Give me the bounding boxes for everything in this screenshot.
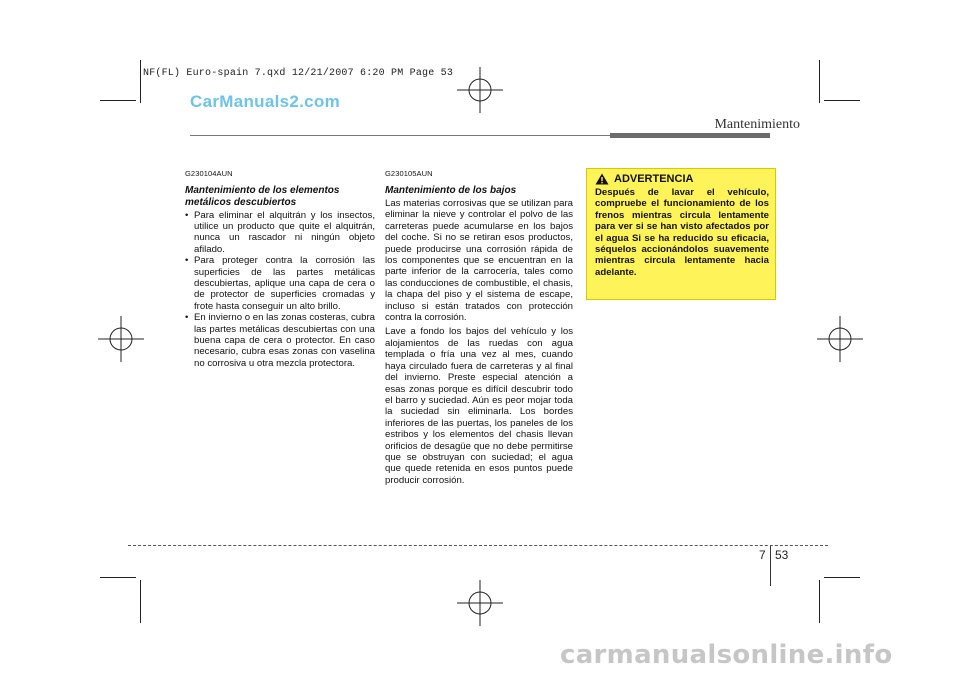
warning-text: Después de lavar el vehículo, compruebe el funcionamiento de los frenos mientras circula lentamente para ver si se han visto afectados por el agua Si se ha reducido su eficacia, séquelos accionándolos suavemente mientras circula lentamente hacia adelante. <box>595 187 769 278</box>
crop-mark <box>140 580 141 623</box>
crop-mark <box>100 577 136 578</box>
crop-mark <box>824 577 860 578</box>
middle-column <box>385 168 573 489</box>
paragraph: Las materias corrosivas que se utilizan para eliminar la nieve y controlar el polvo de las carreteras puede acumularse en los bajos del coche. Si no se retiran esos productos, puede producirse una corrosión rápida de los componentes que se encuentran en la parte inferior de la carrocería, tales como las conducciones de combustible, el chasis, la chapa del piso y el sistema de escape, incluso si están tratados con protección contra la corrosión. <box>385 198 573 324</box>
bullet-list <box>185 210 375 370</box>
header-rule-accent <box>610 133 770 138</box>
crop-mark <box>824 100 860 101</box>
section-code: G230104AUN <box>185 169 233 178</box>
file-slug: NF(FL) Euro-spain 7.qxd 12/21/2007 6:20 PM Page 53 <box>143 68 454 79</box>
chapter-number: 7 <box>759 548 766 562</box>
warning-box <box>586 168 776 300</box>
subheading: Mantenimiento de los bajos <box>385 185 517 197</box>
left-column <box>185 168 375 369</box>
paragraph: Lave a fondo los bajos del vehículo y los alojamientos de las ruedas con agua templada o fría una vez al mes, cuando haya circulado fuera de carreteras y al final del invierno. Preste especial atención a esas zonas porque es difícil descubrir todo el barro y suciedad. Aún es peor mojar toda la suciedad sin eliminarla. Los bordes inferiores de las puertas, los paneles de los estribos y los elementos del chasis llevan orificios de desagüe que no debe permitirse que se obstruyan con suciedad; el agua que quede retenida en esos puntos puede producir corrosión. <box>385 326 573 486</box>
registration-mark-right <box>815 314 865 364</box>
registration-mark-top <box>455 65 505 115</box>
page-number: 53 <box>775 548 789 562</box>
crop-mark <box>819 60 820 103</box>
crop-mark <box>100 100 136 101</box>
warning-triangle-icon <box>595 173 609 185</box>
section-title: Mantenimiento <box>714 117 800 132</box>
page-separator <box>770 546 771 586</box>
list-item: • Para eliminar el alquitrán y los insectos, utilice un producto que quite el alquitrán, nunca un rascador ni ningún objeto afilado. <box>185 210 375 256</box>
crop-mark <box>140 60 141 103</box>
footer-rule <box>128 545 828 546</box>
registration-mark-left <box>96 314 146 364</box>
watermark-logo[interactable]: CarManuals2.com <box>190 92 340 111</box>
subheading: Mantenimiento de los elementos metálicos descubiertos <box>185 185 340 208</box>
warning-header <box>595 173 775 185</box>
footer-watermark[interactable]: carmanualsonline.info <box>560 640 893 670</box>
warning-title: ADVERTENCIA <box>614 173 694 185</box>
list-item: • En invierno o en las zonas costeras, cubra las partes metálicas descubiertas con una buena capa de cera o protector. En caso necesario, cubra esas zonas con vaselina no corrosiva u otra mezcla protectora. <box>185 312 375 369</box>
crop-mark <box>819 580 820 623</box>
list-item: • Para proteger contra la corrosión las superficies de las partes metálicas descubiertas, aplique una capa de cera o de protector de superficies cromadas y frote hasta conseguir un alto brillo. <box>185 255 375 312</box>
header-rule <box>190 135 610 136</box>
section-code: G230105AUN <box>385 169 433 178</box>
registration-mark-bottom <box>455 578 505 628</box>
